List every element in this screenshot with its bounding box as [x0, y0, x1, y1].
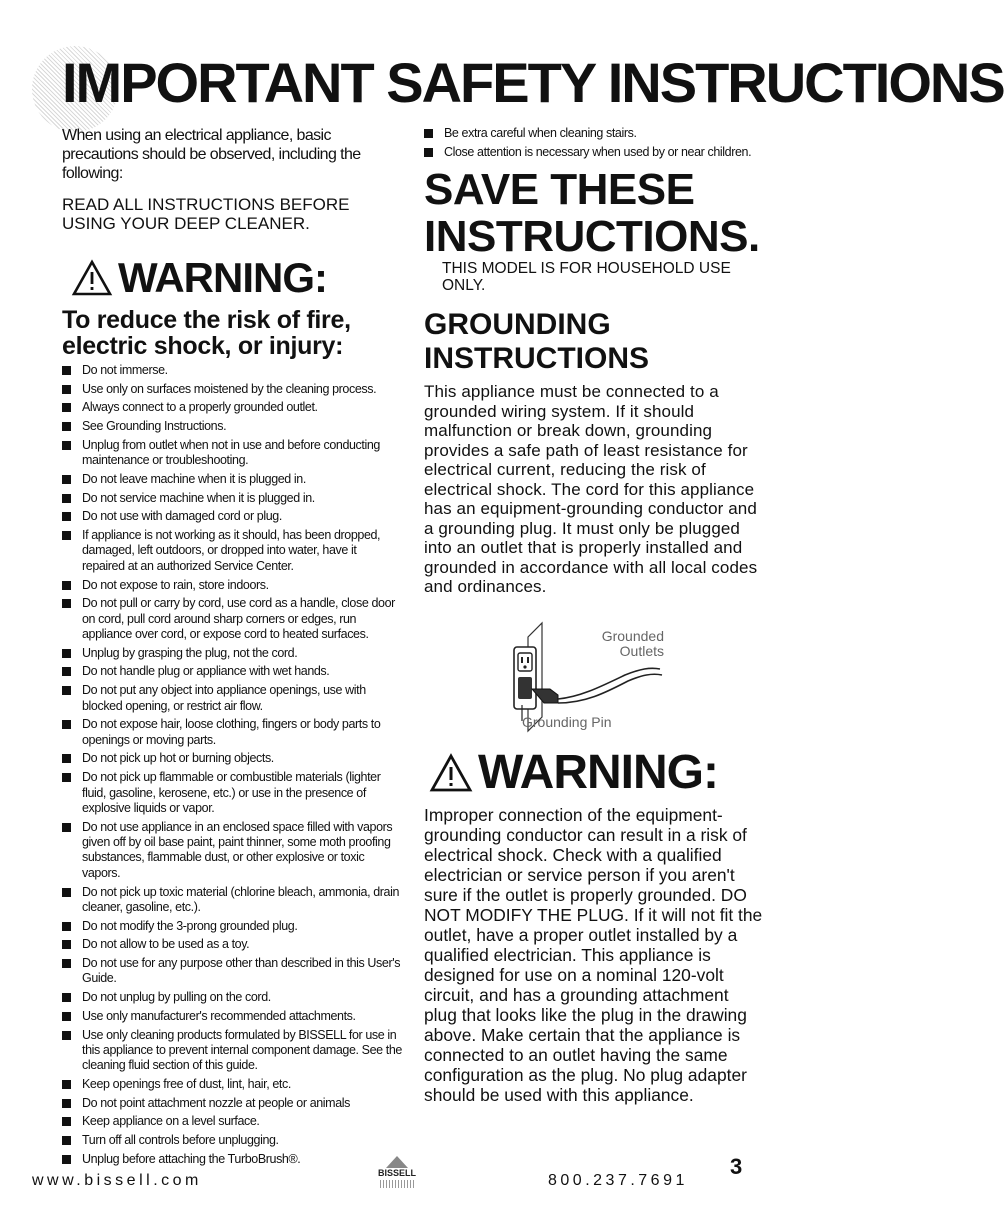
- safety-bullet-item: Be extra careful when cleaning stairs.: [424, 126, 764, 141]
- warning-heading-text: WARNING:: [118, 254, 327, 301]
- left-column: [62, 126, 402, 1171]
- right-column: [424, 126, 764, 1105]
- grounded-outlet-figure: [500, 617, 700, 737]
- safety-bullet-item: If appliance is not working as it should, has been dropped, damaged, left outdoors, or dropped into water, have it repaired at an authorized Service Center.: [62, 528, 402, 574]
- safety-bullet-item: Always connect to a properly grounded outlet.: [62, 400, 402, 415]
- safety-bullet-item: Do not use with damaged cord or plug.: [62, 509, 402, 524]
- warning2-text: Improper connection of the equipment-grounding conductor can result in a risk of electrical shock. Check with a qualified electrician or service person if you aren't sure if the outlet is properly grounded. DO NOT MODIFY THE PLUG. If it will not fit the outlet, have a proper outlet installed by a qualified electrician. This appliance is designed for use on a nominal 120-volt circuit, and has a grounding attachment plug that looks like the plug in the drawing above. Make certain that the appliance is connected to an outlet having the same configuration as the plug. No plug adapter should be used with this appliance.: [424, 804, 763, 1105]
- safety-bullet-item: Keep appliance on a level surface.: [62, 1114, 402, 1129]
- page-number: 3: [730, 1154, 743, 1179]
- grounding-heading: GROUNDING INSTRUCTIONS: [424, 308, 649, 376]
- warning2-heading-text: WARNING:: [478, 745, 718, 799]
- safety-bullet-item: Do not use appliance in an enclosed space filled with vapors given off by oil base paint, paint thinner, some moth proofing substances, flammable dust, or other explosive or toxic vapors.: [62, 820, 402, 882]
- safety-bullet-item: Turn off all controls before unplugging.: [62, 1133, 402, 1148]
- warning-triangle-icon: [72, 260, 112, 296]
- safety-bullet-item: Do not pick up hot or burning objects.: [62, 751, 402, 766]
- safety-bullet-item: Use only cleaning products formulated by BISSELL for use in this appliance to prevent internal component damage. See the cleaning fluid section of this guide.: [62, 1028, 402, 1074]
- safety-bullet-item: Do not modify the 3-prong grounded plug.: [62, 919, 402, 934]
- page-title: IMPORTANT SAFETY INSTRUCTIONS: [62, 51, 1004, 114]
- safety-bullet-item: Do not pick up toxic material (chlorine bleach, ammonia, drain cleaner, gasoline, etc.).: [62, 885, 402, 916]
- safety-bullet-item: Do not point attachment nozzle at people or animals: [62, 1096, 402, 1111]
- warning2-heading: [430, 747, 764, 799]
- safety-bullet-item: Do not expose hair, loose clothing, fingers or body parts to openings or moving parts.: [62, 717, 402, 748]
- bissell-logo: [368, 1156, 426, 1190]
- safety-bullet-item: Use only manufacturer's recommended attachments.: [62, 1009, 402, 1024]
- safety-bullet-item: Do not leave machine when it is plugged in.: [62, 472, 402, 487]
- safety-bullet-item: Do not use for any purpose other than described in this User's Guide.: [62, 956, 402, 987]
- safety-bullet-item: Do not allow to be used as a toy.: [62, 937, 402, 952]
- intro-text: When using an electrical appliance, basic precautions should be observed, including the following:: [62, 127, 361, 182]
- warning-heading: [72, 255, 402, 301]
- safety-bullet-item: Unplug from outlet when not in use and before conducting maintenance or troubleshooting.: [62, 438, 402, 469]
- footer-website: www.bissell.com: [32, 1172, 202, 1189]
- safety-bullet-item: Do not unplug by pulling on the cord.: [62, 990, 402, 1005]
- right-bullet-list: [424, 126, 764, 160]
- safety-bullet-item: Do not put any object into appliance openings, use with blocked opening, or restrict air flow.: [62, 683, 402, 714]
- footer-phone: 800.237.7691: [548, 1172, 688, 1189]
- grounding-text: This appliance must be connected to a grounded wiring system. If it should malfunction or break down, grounding provides a safe path of least resistance for electrical current, reducing the risk of electrical shock. The cord for this appliance has an equipment-grounding conductor and a grounding plug. It must only be plugged into an outlet that is properly installed and grounded in accordance with all local codes and ordinances.: [424, 382, 758, 597]
- safety-bullet-item: Do not pull or carry by cord, use cord as a handle, close door on cord, pull cord around sharp corners or edges, run appliance over cord, or expose cord to heated surfaces.: [62, 596, 402, 642]
- safety-bullet-item: Unplug before attaching the TurboBrush®.: [62, 1152, 402, 1167]
- read-all-text: READ ALL INSTRUCTIONS BEFORE USING YOUR DEEP CLEANER.: [62, 195, 350, 233]
- safety-bullet-item: Do not handle plug or appliance with wet hands.: [62, 664, 402, 679]
- warning-triangle-icon: [430, 754, 472, 792]
- safety-bullet-item: Do not service machine when it is plugged in.: [62, 491, 402, 506]
- safety-bullet-item: Do not immerse.: [62, 363, 402, 378]
- title-block: [28, 44, 1004, 122]
- household-note: THIS MODEL IS FOR HOUSEHOLD USE ONLY.: [442, 260, 731, 295]
- logo-text: BISSELL: [377, 1168, 417, 1178]
- warning-subheading: To reduce the risk of fire, electric shock, or injury:: [62, 306, 351, 360]
- safety-bullet-item: Use only on surfaces moistened by the cleaning process.: [62, 382, 402, 397]
- safety-bullet-list: [62, 363, 402, 1167]
- bissell-logo-icon: [368, 1156, 426, 1190]
- safety-bullet-item: Close attention is necessary when used by or near children.: [424, 145, 764, 160]
- save-instructions-heading: SAVE THESE INSTRUCTIONS.: [424, 165, 760, 262]
- safety-bullet-item: Do not expose to rain, store indoors.: [62, 578, 402, 593]
- safety-bullet-item: Unplug by grasping the plug, not the cord.: [62, 646, 402, 661]
- safety-bullet-item: Keep openings free of dust, lint, hair, etc.: [62, 1077, 402, 1092]
- grounding-pin-label: Grounding Pin: [522, 713, 612, 730]
- safety-bullet-item: See Grounding Instructions.: [62, 419, 402, 434]
- safety-bullet-item: Do not pick up flammable or combustible materials (lighter fluid, gasoline, kerosene, etc.) or use in the presence of explosive liquids or vapor.: [62, 770, 402, 816]
- grounded-outlets-label: Grounded Outlets: [601, 627, 664, 659]
